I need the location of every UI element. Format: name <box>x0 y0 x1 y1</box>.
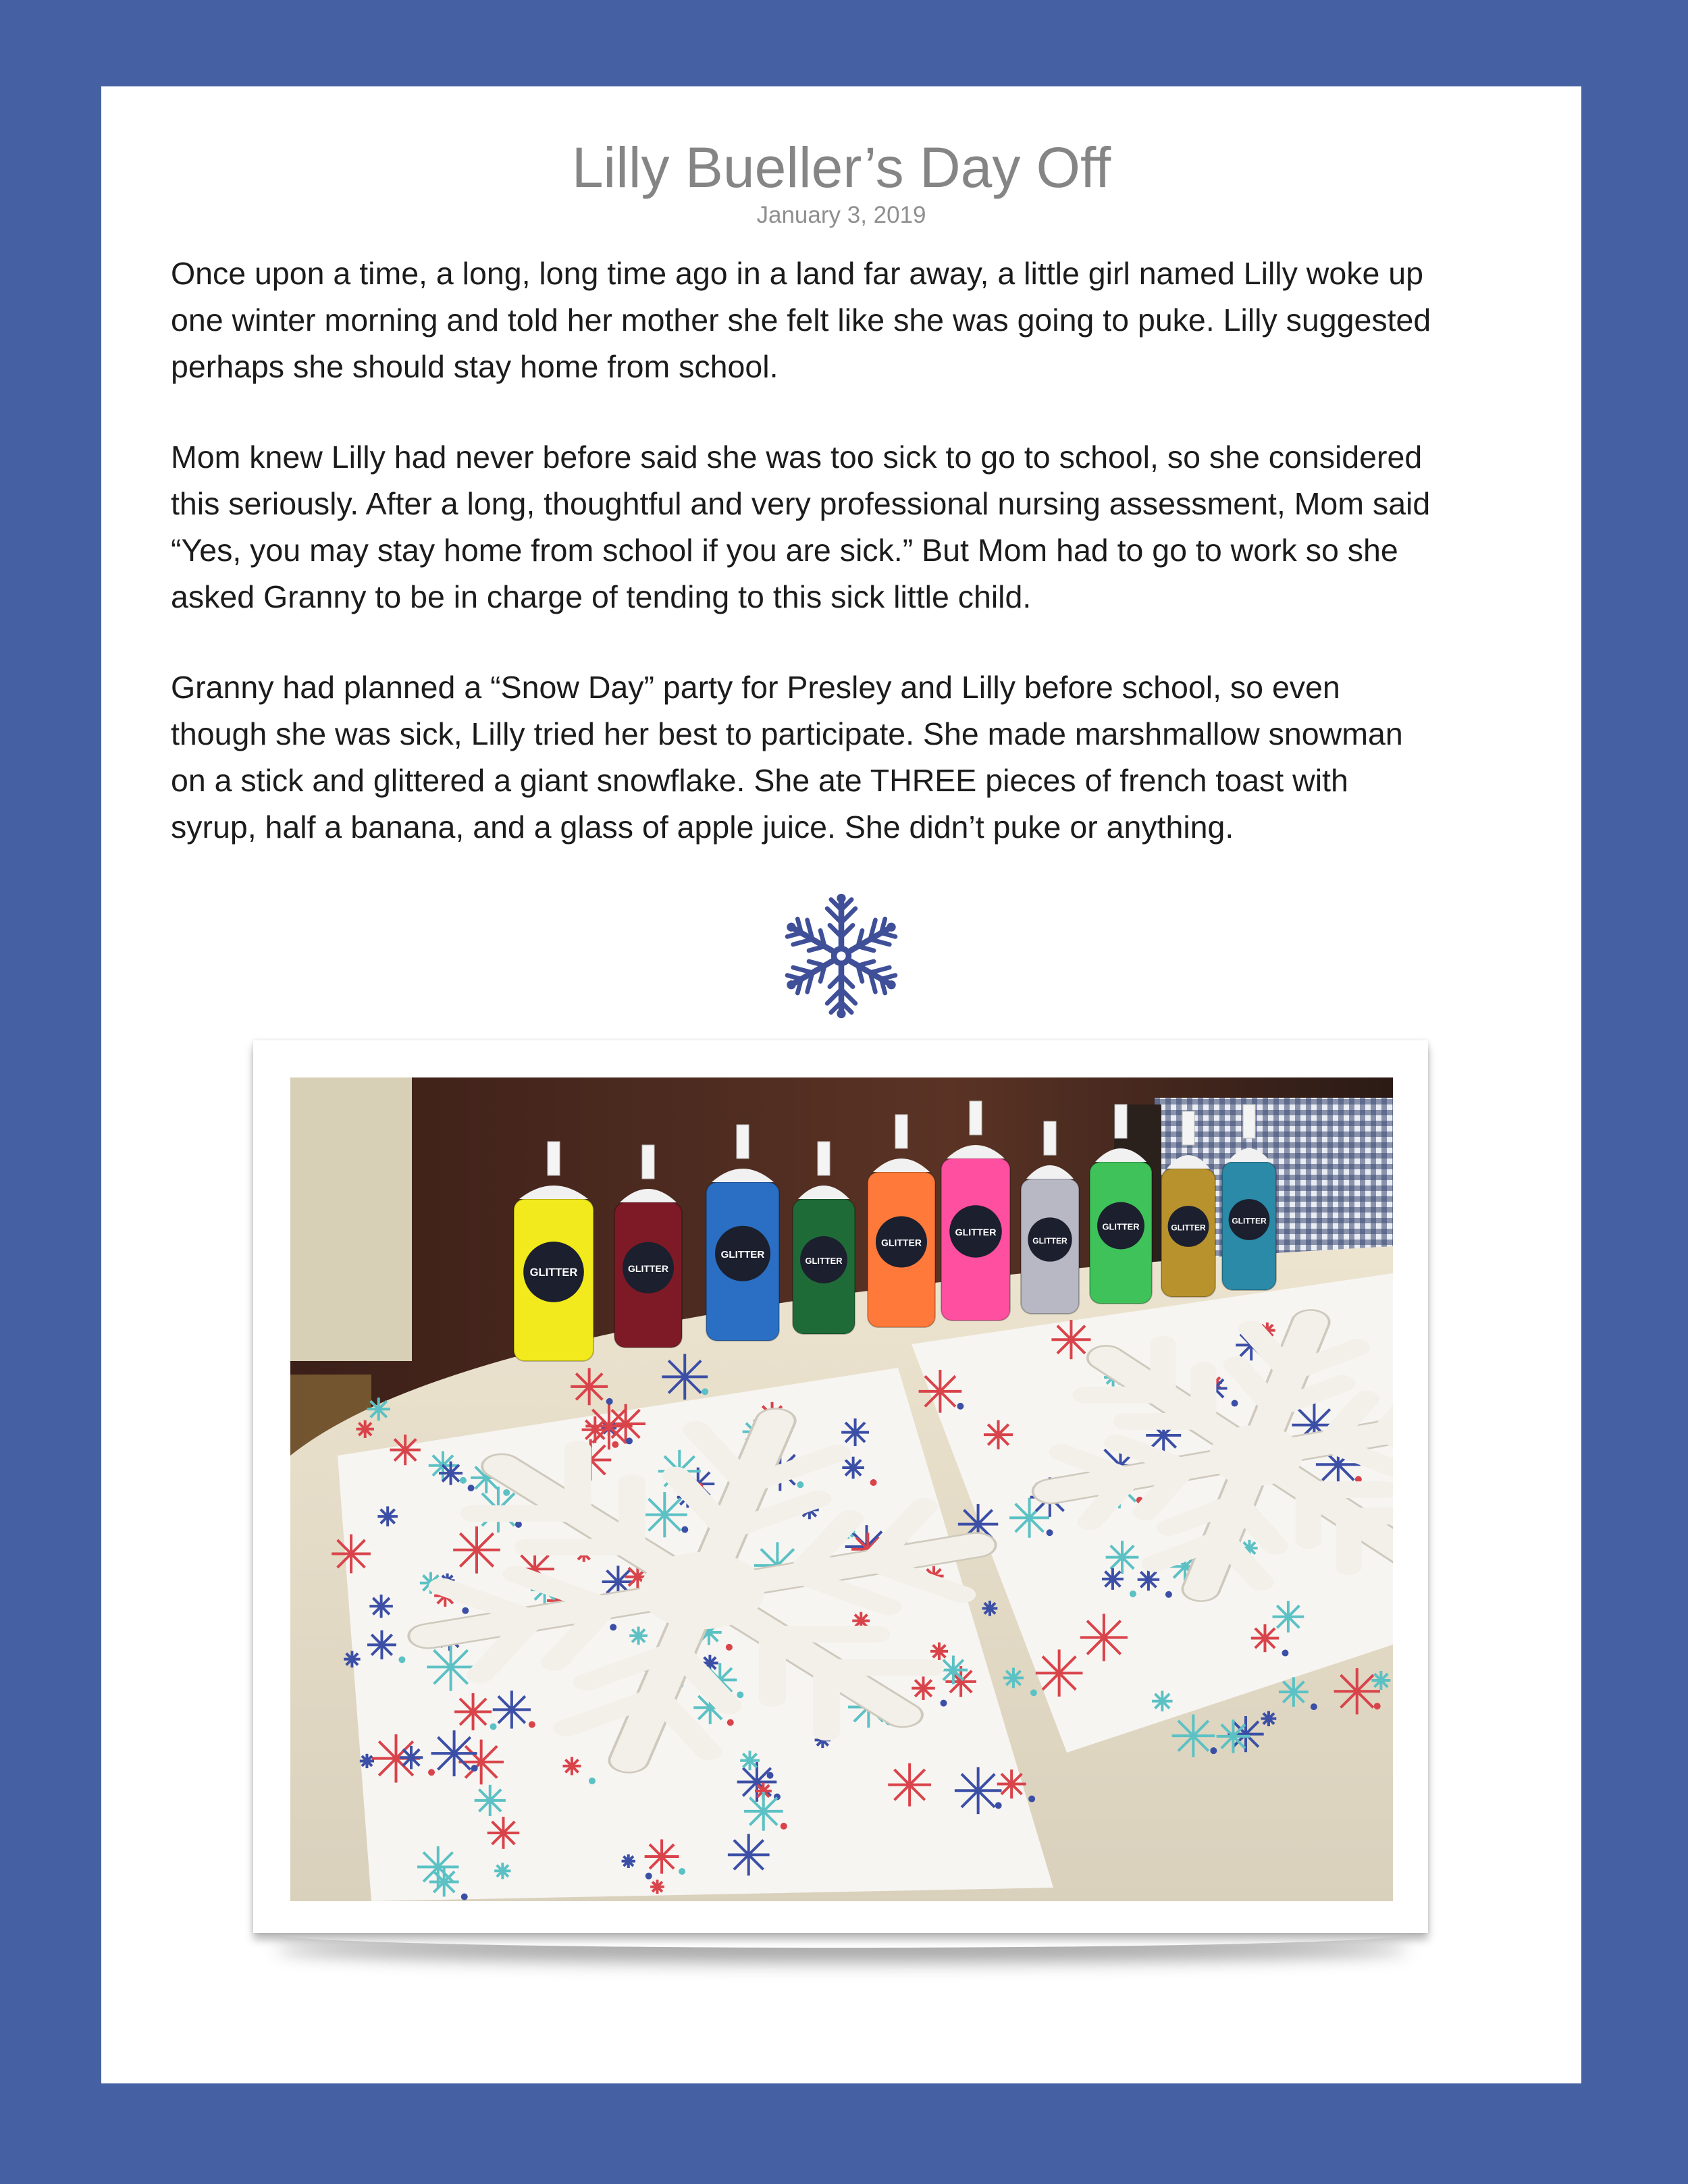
page <box>101 86 1581 2083</box>
cabinet <box>290 1077 412 1361</box>
bottle-label: GLITTER <box>955 1227 997 1238</box>
post-title: Lilly Bueller’s Day Off <box>571 136 1111 199</box>
paragraph-1: Once upon a time, a long, long time ago in a land far away, a little girl named Lilly woke up one winter morning and told her mother she felt like she was going to puke. Lilly suggested perhaps she should stay home from school. <box>171 256 1431 384</box>
bottle-label: GLITTER <box>881 1237 922 1248</box>
paragraph-2: Mom knew Lilly had never before said she was too sick to go to school, so she considered this seriously. After a long, thoughtful and very professional nursing assessment, Mom said “Yes, you may stay home from school if you are sick.” But Mom had to go to work so she asked Granny to be in charge of tending to this sick little child. <box>171 440 1431 614</box>
bottle-label: GLITTER <box>720 1248 765 1260</box>
bottle-label: GLITTER <box>628 1262 668 1274</box>
bottle-label: GLITTER <box>805 1256 843 1266</box>
paragraph-3: Granny had planned a “Snow Day” party for Presley and Lilly before school, so even though she was sick, Lilly tried her best to participate. She made marshmallow snowman on a stick and glittered a giant snowflake. She ate THREE pieces of french toast with syrup, half a banana, and a glass of apple juice. She didn’t puke or anything. <box>171 670 1403 845</box>
bottle-label: GLITTER <box>1102 1221 1140 1232</box>
bottle-label: GLITTER <box>1171 1223 1206 1233</box>
photo-illustration <box>290 1077 1393 1901</box>
bottle-label: GLITTER <box>1232 1216 1267 1226</box>
post-body <box>171 250 1528 895</box>
bottle-label: GLITTER <box>529 1266 578 1279</box>
glitter-snowflake-photo <box>290 1077 1393 1901</box>
post-date: January 3, 2019 <box>756 202 926 228</box>
bottle-label: GLITTER <box>1032 1236 1067 1246</box>
photo-frame <box>253 1040 1428 1933</box>
snowflake-icon <box>777 892 905 1020</box>
